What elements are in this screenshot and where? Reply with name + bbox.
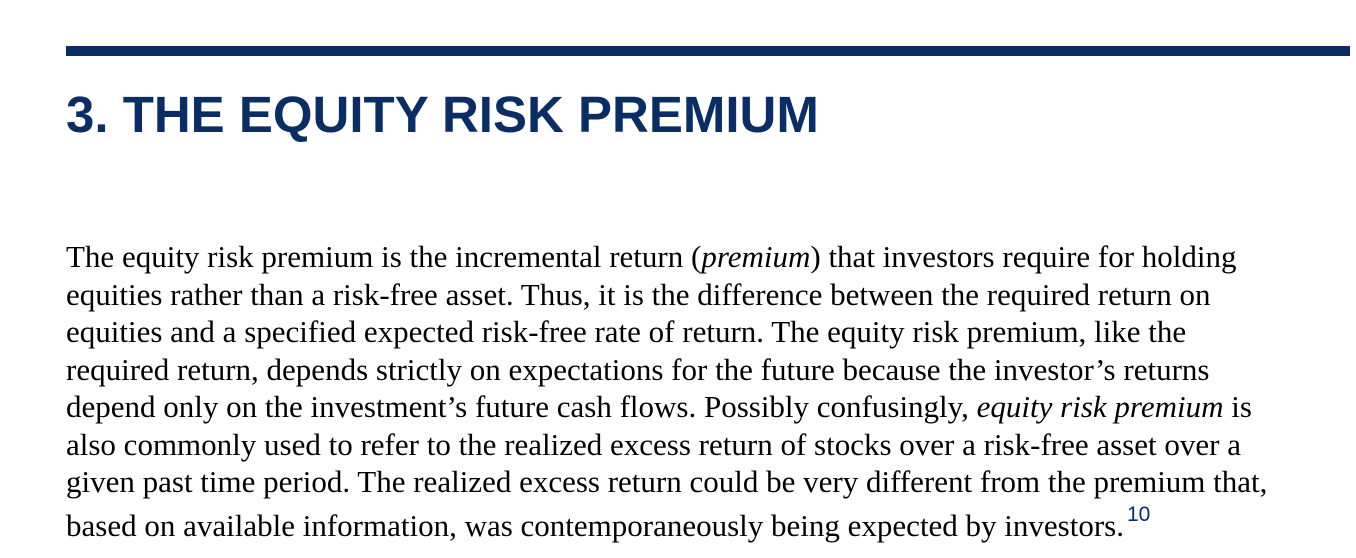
paragraph-line: given past time period. The realized excess return could be very different from the premium that, xyxy=(66,464,1268,499)
paragraph-text: The equity risk premium is the incremental return ( xyxy=(66,239,702,274)
paragraph-line: equities and a specified expected risk-free rate of return. The equity risk premium, like the xyxy=(66,314,1187,349)
paragraph-line: required return, depends strictly on expectations for the future because the investor’s returns xyxy=(66,351,1210,387)
emphasis-premium: premium xyxy=(701,239,811,274)
paragraph-text: is xyxy=(1223,389,1252,424)
paragraph-line: also commonly used to refer to the realized excess return of stocks over a risk-free asset over a xyxy=(66,426,1241,462)
paragraph-line xyxy=(66,388,1336,426)
footnote-reference[interactable]: 10 xyxy=(1127,502,1151,526)
paragraph-line xyxy=(66,238,1336,276)
body-paragraph xyxy=(66,238,1336,544)
section-top-rule xyxy=(66,46,1350,56)
paragraph-line xyxy=(66,502,1336,545)
paragraph-text: ) that investors require for holding xyxy=(810,239,1237,274)
emphasis-equity-risk-premium: equity risk premium xyxy=(976,389,1224,424)
paragraph-text: based on available information, was contemporaneously being expected by investors. xyxy=(66,507,1124,543)
paragraph-text: depend only on the investment’s future cash flows. Possibly confusingly, xyxy=(66,389,977,424)
section-heading: 3. THE EQUITY RISK PREMIUM xyxy=(66,86,819,143)
paragraph-line: equities rather than a risk-free asset. Thus, it is the difference between the required return on xyxy=(66,276,1211,312)
